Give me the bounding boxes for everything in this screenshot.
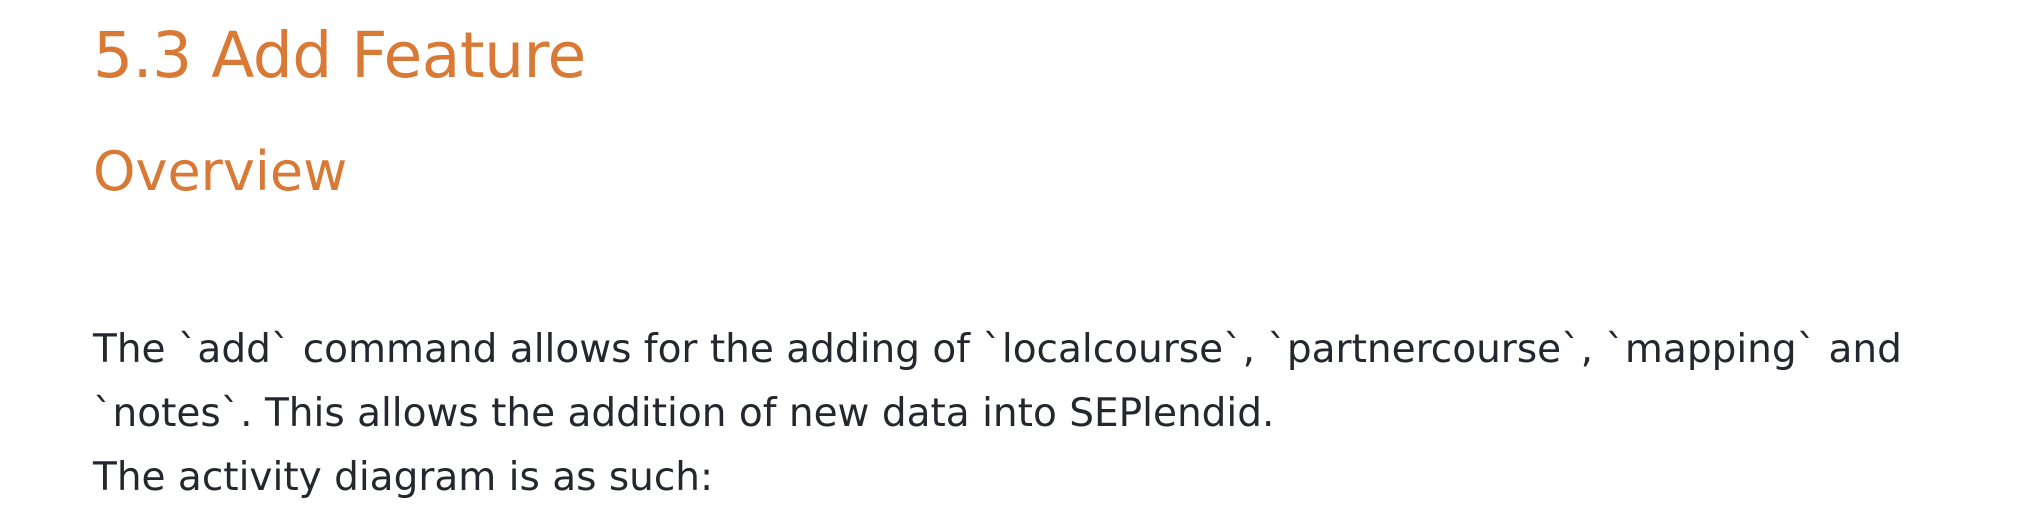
- paragraph-line-3: The activity diagram is as such:: [93, 455, 714, 500]
- section-title: 5.3 Add Feature: [93, 19, 586, 92]
- overview-paragraph: [93, 318, 1902, 510]
- subsection-title: Overview: [93, 140, 348, 203]
- paragraph-line-2: `notes`. This allows the addition of new data into SEPlendid.: [93, 391, 1275, 436]
- paragraph-line-1: The `add` command allows for the adding of `localcourse`, `partnercourse`, `mapping` and: [93, 327, 1902, 372]
